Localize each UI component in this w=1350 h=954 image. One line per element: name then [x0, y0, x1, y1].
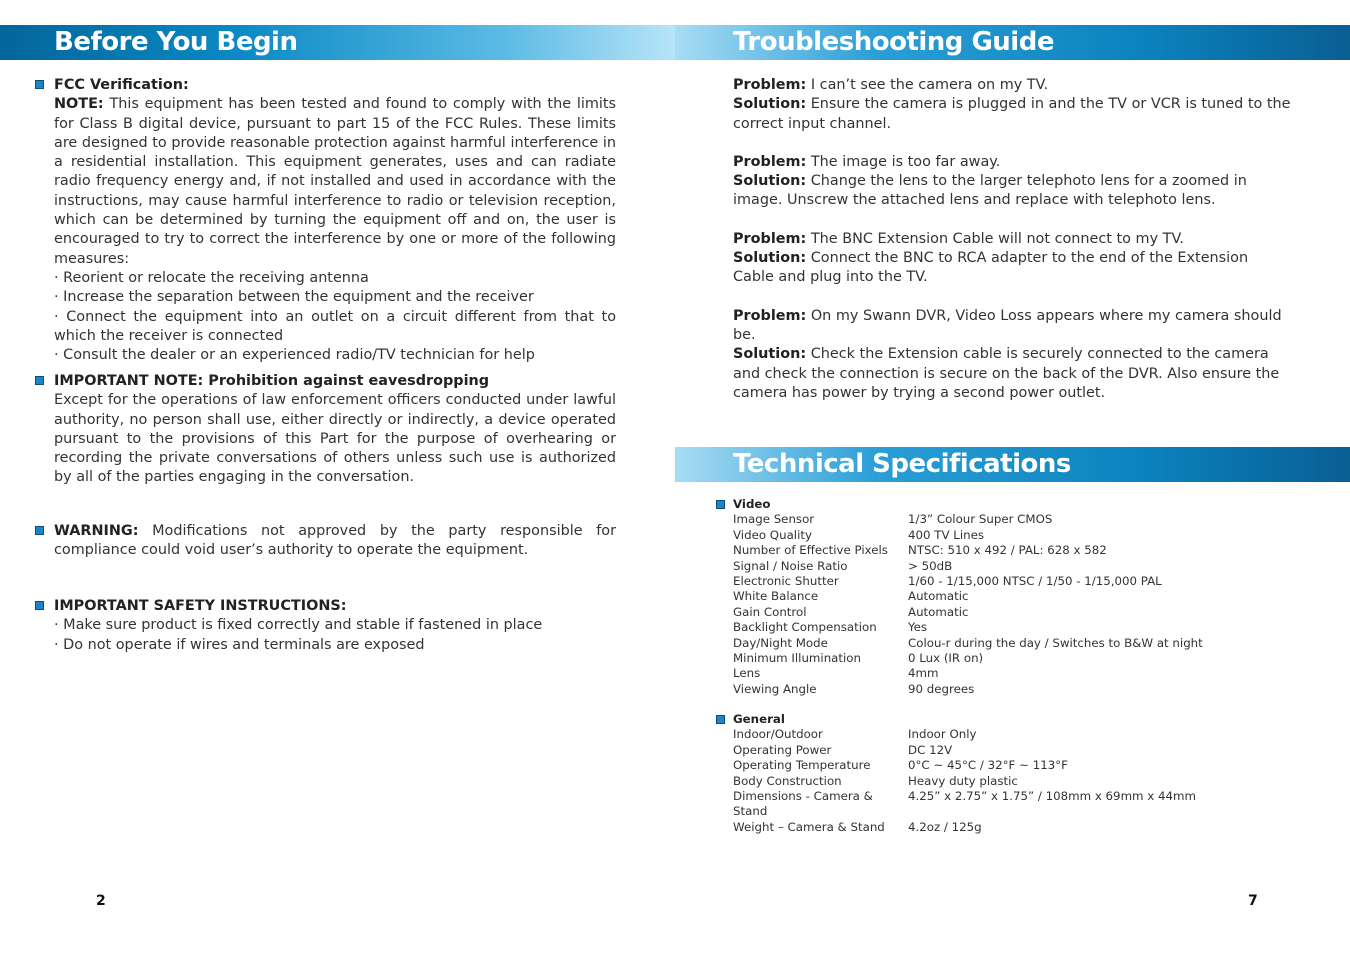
troubleshooting-title: Troubleshooting Guide	[733, 27, 1054, 57]
spec-value: > 50dB	[908, 558, 953, 573]
general-heading-label: General	[733, 712, 785, 726]
spec-row	[733, 651, 1293, 666]
problem-label: Problem:	[733, 230, 807, 247]
spec-value: 90 degrees	[908, 681, 975, 696]
spec-key: Lens	[733, 666, 761, 681]
note-text: This equipment has been tested and found to comply with the limits for Class B digital device, pursuant to part 15 of the FCC Rules. These limits are designed to provide reasonable protection against harmful interference in a residential installation. This equipment generates, uses and can radiate radio frequency energy and, if not installed and used in accordance with the instructions, may cause harmful interference to radio or television reception, which can be determined by turning the equipment off and on, the user is encouraged to try to correct the interference by one or more of the following measures:	[54, 96, 616, 267]
fcc-section	[54, 76, 616, 365]
warning-section	[54, 522, 616, 561]
video-heading-label: Video	[733, 497, 771, 511]
spec-key: Day/Night Mode	[733, 635, 828, 650]
problem-text: The image is too far away.	[806, 153, 1001, 170]
eavesdropping-heading: IMPORTANT NOTE: Prohibition against eavesdropping	[54, 373, 490, 389]
before-you-begin-banner	[0, 25, 675, 60]
issue-item	[733, 153, 1293, 211]
spec-value: 0°C ~ 45°C / 32°F ~ 113°F	[908, 758, 1068, 773]
problem-label: Problem:	[733, 307, 807, 324]
eavesdropping-section	[54, 372, 616, 488]
spec-value: 1/60 - 1/15,000 NTSC / 1/50 - 1/15,000 PAL	[908, 574, 1162, 589]
spec-value: 400 TV Lines	[908, 527, 985, 542]
spec-value: Yes	[908, 620, 928, 635]
general-specs	[733, 712, 1293, 835]
video-heading	[733, 497, 1293, 512]
solution-line	[733, 249, 1293, 288]
note-label: NOTE:	[54, 96, 104, 113]
spec-value: Heavy duty plastic	[908, 773, 1018, 788]
square-bullet-icon	[35, 80, 44, 89]
spec-key: Indoor/Outdoor	[733, 727, 823, 742]
spec-key: Operating Power	[733, 742, 832, 757]
problem-label: Problem:	[733, 153, 807, 170]
spec-row	[733, 620, 1293, 635]
spec-key: White Balance	[733, 589, 819, 604]
spec-key: Gain Control	[733, 604, 807, 619]
troubleshooting-list	[733, 76, 1293, 403]
spec-value: DC 12V	[908, 742, 953, 757]
spec-row	[733, 727, 1293, 742]
spec-key: Number of Effective Pixels	[733, 543, 888, 558]
issue-item	[733, 307, 1293, 403]
spec-value: Indoor Only	[908, 727, 977, 742]
problem-label: Problem:	[733, 77, 807, 93]
spec-key: Viewing Angle	[733, 681, 817, 696]
problem-line	[733, 76, 1293, 95]
problem-text: I can’t see the camera on my TV.	[806, 77, 1049, 93]
page-number-left: 2	[96, 893, 106, 909]
spec-row	[733, 774, 1293, 789]
spec-row	[733, 789, 1293, 820]
spec-key: Image Sensor	[733, 512, 815, 527]
spec-value: Automatic	[908, 604, 969, 619]
technical-specs-title: Technical Specifications	[733, 449, 1071, 479]
solution-text: Check the Extension cable is securely connected to the camera and check the connection is secure on the back of the DVR. Also ensure the camera has power by trying a second power outlet.	[733, 346, 1280, 401]
issue-item	[733, 76, 1293, 134]
spec-value: Automatic	[908, 589, 969, 604]
spec-row	[733, 543, 1293, 558]
safety-heading: IMPORTANT SAFETY INSTRUCTIONS:	[54, 598, 347, 614]
safety-item: · Do not operate if wires and terminals are exposed	[54, 636, 425, 653]
before-you-begin-title: Before You Begin	[54, 27, 298, 57]
spec-row	[733, 743, 1293, 758]
solution-label: Solution:	[733, 173, 807, 190]
square-bullet-icon	[35, 376, 44, 385]
solution-label: Solution:	[733, 346, 807, 363]
solution-text: Change the lens to the larger telephoto lens for a zoomed in image. Unscrew the attached lens and replace with telephoto lens.	[733, 173, 1247, 209]
spec-key: Operating Temperature	[733, 758, 871, 773]
solution-line	[733, 345, 1293, 403]
fcc-heading: FCC Verification:	[54, 77, 189, 93]
troubleshooting-banner	[675, 25, 1350, 60]
spec-row	[733, 512, 1293, 527]
page-number-right: 7	[1248, 893, 1258, 909]
spec-key: Video Quality	[733, 527, 812, 542]
solution-line	[733, 95, 1293, 134]
spec-value: Colou-r during the day / Switches to B&W at night	[908, 635, 1203, 650]
warning-body: Modifications not approved by the party responsible for compliance could void user’s authority to operate the equipment.	[54, 523, 616, 559]
problem-line	[733, 153, 1293, 172]
square-bullet-icon	[35, 526, 44, 535]
spec-value: 4.25” x 2.75” x 1.75” / 108mm x 69mm x 44mm	[908, 789, 1197, 804]
eavesdropping-text: Except for the operations of law enforcement officers conducted under lawful authority, no person shall use, either directly or indirectly, a device operated pursuant to the provisions of this Part for the purpose of overhearing or recording the private conversations of others unless such use is authorized by all of the parties engaging in the conversation.	[54, 392, 616, 486]
warning-label: WARNING:	[54, 523, 139, 539]
solution-label: Solution:	[733, 96, 807, 113]
spec-row	[733, 666, 1293, 681]
spec-key: Backlight Compensation	[733, 620, 877, 635]
square-bullet-icon	[716, 715, 725, 724]
square-bullet-icon	[35, 601, 44, 610]
solution-label: Solution:	[733, 250, 807, 267]
spec-key: Electronic Shutter	[733, 574, 839, 589]
spec-key: Body Construction	[733, 773, 842, 788]
solution-line	[733, 172, 1293, 211]
problem-text: The BNC Extension Cable will not connect to my TV.	[806, 230, 1185, 247]
solution-text: Connect the BNC to RCA adapter to the end of the Extension Cable and plug into the TV.	[733, 250, 1249, 286]
fcc-measure: · Increase the separation between the equipment and the receiver	[54, 289, 534, 306]
problem-line	[733, 230, 1293, 249]
spec-value: 1/3” Colour Super CMOS	[908, 512, 1053, 527]
spec-row	[733, 636, 1293, 651]
square-bullet-icon	[716, 500, 725, 509]
spec-row	[733, 559, 1293, 574]
fcc-measure: · Connect the equipment into an outlet on a circuit different from that to which the receiver is connected	[54, 308, 616, 344]
technical-specs-banner	[675, 447, 1350, 482]
spec-value: 0 Lux (IR on)	[908, 651, 984, 666]
spec-value: NTSC: 510 x 492 / PAL: 628 x 582	[908, 543, 1107, 558]
safety-section	[54, 597, 616, 655]
issue-item	[733, 230, 1293, 288]
video-specs	[733, 497, 1293, 697]
problem-text: On my Swann DVR, Video Loss appears where my camera should be.	[733, 307, 1282, 343]
spec-row	[733, 528, 1293, 543]
warning-text	[54, 522, 616, 561]
spec-row	[733, 589, 1293, 604]
fcc-note	[54, 95, 616, 269]
spec-key: Weight – Camera & Stand	[733, 819, 885, 834]
spec-row	[733, 758, 1293, 773]
spec-key: Minimum Illumination	[733, 651, 862, 666]
problem-line	[733, 307, 1293, 346]
spec-row	[733, 574, 1293, 589]
spec-key: Dimensions - Camera & Stand	[733, 789, 873, 819]
safety-item: · Make sure product is fixed correctly and stable if fastened in place	[54, 617, 543, 634]
fcc-measure: · Consult the dealer or an experienced radio/TV technician for help	[54, 347, 535, 364]
fcc-measure: · Reorient or relocate the receiving antenna	[54, 269, 369, 286]
spec-value: 4.2oz / 125g	[908, 819, 982, 834]
spec-key: Signal / Noise Ratio	[733, 558, 848, 573]
spec-row	[733, 682, 1293, 697]
solution-text: Ensure the camera is plugged in and the TV or VCR is tuned to the correct input channel.	[733, 96, 1291, 132]
spec-row	[733, 605, 1293, 620]
spec-value: 4mm	[908, 666, 939, 681]
general-heading	[733, 712, 1293, 727]
spec-row	[733, 820, 1293, 835]
